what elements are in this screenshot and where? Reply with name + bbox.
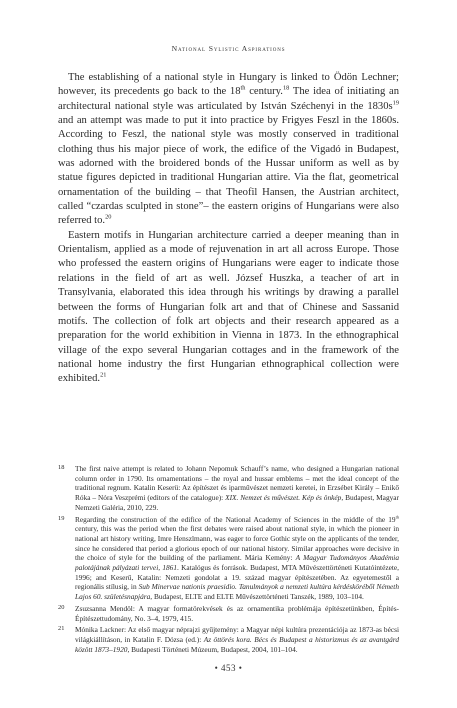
superscript: th bbox=[395, 514, 399, 520]
text-run: century. bbox=[245, 86, 283, 98]
text-run: The idea of initiating an architectural national style was articulated by István Széchenyi in the 1830s bbox=[58, 86, 399, 112]
footnote bbox=[58, 625, 399, 654]
italic-title: Az öttörés kora. Bécs és Budapest a historizmus és az avantgárd között 1873–1920 bbox=[75, 634, 399, 654]
text-run: and an attempt was made to put it into practice by Frigyes Feszl in the 1860s. According to Feszl, the national style was mostly conserved in traditional clothing thus his major piece of work, the edifice of the Vigadó in Budapest, was adorned with the broidered bonds of the Hussar uniform as well as by statue figures depicted in traditional Hungarian attire. Via the flat, geometrical ornamentation of the building – that Theofil Hansen, the Austrian architect, called “czardas sculpted in stone”– the eastern origins of Hungarians were also referred to. bbox=[58, 115, 399, 227]
text-run: Regarding the construction of the edifice of the National Academy of Sciences in the middle of the 19 bbox=[75, 514, 396, 524]
text-run: , Budapesti Történeti Múzeum, Budapest, 2004, 101–104. bbox=[127, 644, 298, 654]
footnote-ref[interactable]: 21 bbox=[100, 371, 107, 379]
text-run: century, this was the period when the first debates were raised about national style, in which the pioneer in national art history writing, Imre Henszlmann, was eager to force Gothic style on the applicants of the tender, since he considered that period a glorious epoch of our national history. Similar approaches were decisive in the choice of style for the building of the parliament. Mária Kemény: bbox=[75, 524, 399, 563]
italic-title: Sub Minervae nationis praesidio. Tanulmányok a nemzeti kultúra kérdésköréből Németh Lajos 60. születésnapjára bbox=[75, 582, 399, 602]
paragraph bbox=[58, 229, 399, 387]
footnotes bbox=[58, 464, 399, 656]
footnote-number: 21 bbox=[58, 625, 65, 633]
footnote-text bbox=[75, 625, 399, 654]
body-text bbox=[58, 71, 399, 387]
text-run: , Budapest, Magyar Nemzeti Galéria, 2010, 229. bbox=[75, 493, 399, 512]
footnote-ref[interactable]: 18 bbox=[282, 84, 290, 92]
running-head: National Sylistic Aspirations bbox=[171, 44, 286, 53]
italic-title: XIX. Nemzet és művészet. Kép és önkép bbox=[225, 493, 342, 503]
footnote-text bbox=[75, 515, 399, 602]
footnote bbox=[58, 515, 399, 602]
text-run: Zsuzsanna Mendöl: A magyar formatörekvések és az ornamentika problémája építészetünkben, Építés-Építészettudomány, No. 3–4, 1979, 415. bbox=[75, 603, 399, 623]
footnote-ref[interactable]: 19 bbox=[392, 99, 399, 107]
footnote-number: 18 bbox=[58, 464, 65, 471]
footnote-number: 20 bbox=[58, 603, 65, 611]
footnote-ref[interactable]: 20 bbox=[105, 213, 112, 221]
paragraph bbox=[58, 71, 399, 229]
text-run: , Budapest, ELTE and ELTE Művészettörténeti Tanszék, 1989, 103–104. bbox=[150, 592, 364, 602]
text-run: . Katalógus és források. Budapest, MTA Művészettörténeti Kutatóintézete, 1996; and Keserű, Katalin: Nemzeti gondolat a 19. század magyar építészetében. Az egyetemestől a regionális stílusig, in bbox=[75, 563, 399, 592]
text-run: Eastern motifs in Hungarian architecture carried a deeper meaning than in Orientalism, applied as a mode of rejuvenation in art all across Europe. Those who professed the eastern origins of Hungarians were eager to indicate those relations in the field of art as well. József Huszka, a teacher of art in Transylvania, elaborated this idea through his writings by drawing a parallel between the forms of Hungarian folk art and that of Chinese and Sassanid motifs. The collection of folk art objects and their research appeared as a preparation for the world exhibition in Vienna in 1873. In the ethnographical village of the expo several Hungarian cottages and in the framework of the national home industry the first Hungarian ethnographical collection were exhibited. bbox=[58, 229, 399, 385]
italic-title: A Magyar Tudományos Akadémia palotájának pályázati tervei, 1861 bbox=[75, 553, 399, 573]
text-run: The first naive attempt is related to Johann Nepomuk Schauff’s name, who designed a Hungarian national column order in 1790. Its ornamentations – the royal and hussar emblems – met the ideal concept of the traditional regnum. Katalin Keserü: Az építészet és iparművészet nemzeti keretei, in Erzsébet Király – Enikő Róka – Nóra Veszprémi (editors of the catalogue): bbox=[75, 464, 399, 503]
footnote bbox=[58, 604, 399, 623]
footnote-text bbox=[75, 464, 399, 513]
superscript: th bbox=[240, 84, 246, 92]
page-number: • 453 • bbox=[214, 663, 243, 673]
footnote-text bbox=[75, 604, 399, 623]
footnote bbox=[58, 464, 399, 513]
text-run: The establishing of a national style in Hungary is linked to Ödön Lechner; however, its precedents go back to the 18 bbox=[58, 72, 399, 98]
footnote-number: 19 bbox=[58, 514, 65, 522]
text-run: Mónika Lackner: Az első magyar néprajzi gyűjtemény: a Magyar népi kultúra prezentációja az 1873-as bécsi világkiállításon, in Katalin F. Dózsa (ed.): bbox=[75, 625, 399, 644]
